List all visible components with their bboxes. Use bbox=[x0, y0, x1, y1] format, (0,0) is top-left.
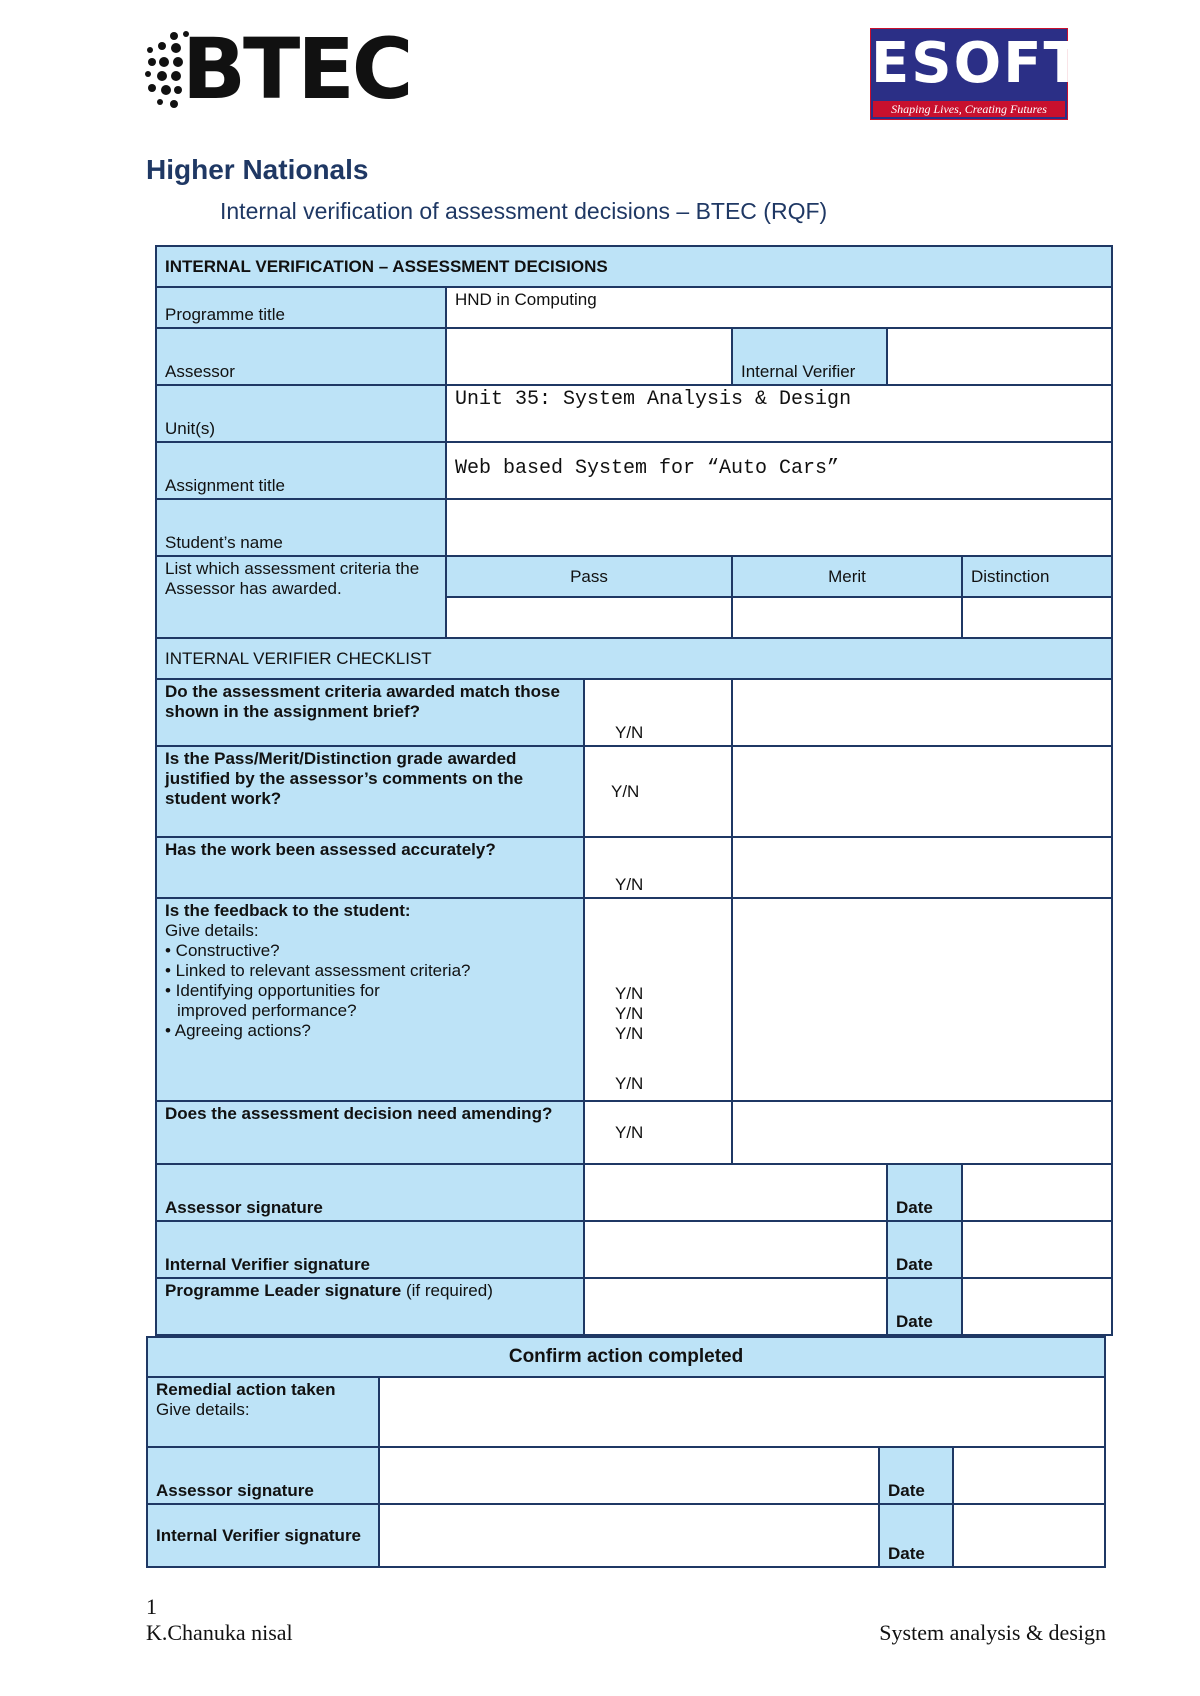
pl-label-signature: signature bbox=[324, 1281, 402, 1300]
footer-doc-title: System analysis & design bbox=[879, 1620, 1106, 1645]
feedback-item-linked: • Linked to relevant assessment criteria? bbox=[165, 961, 471, 980]
yn-field-accuracy[interactable]: Y/N bbox=[584, 837, 732, 898]
remedial-action-title: Remedial action taken bbox=[156, 1380, 336, 1399]
yn-linked[interactable]: Y/N bbox=[615, 1004, 644, 1023]
checklist-question-feedback bbox=[156, 898, 584, 1101]
checklist-question-criteria: Do the assessment criteria awarded match those shown in the assignment brief? bbox=[156, 679, 584, 746]
yn-opportunities[interactable]: Y/N bbox=[615, 1024, 644, 1043]
feedback-item-constructive: • Constructive? bbox=[165, 941, 280, 960]
iv-signature-field[interactable] bbox=[584, 1221, 887, 1278]
comment-field-feedback[interactable] bbox=[732, 898, 1112, 1101]
comment-field-criteria[interactable] bbox=[732, 679, 1112, 746]
remedial-give-details: Give details: bbox=[156, 1400, 250, 1419]
feedback-item-agreeing: • Agreeing actions? bbox=[165, 1021, 311, 1040]
confirm-iv-signature-field[interactable] bbox=[379, 1504, 879, 1567]
merit-header: Merit bbox=[732, 556, 962, 597]
feedback-item-opportunities: • Identifying opportunities for bbox=[165, 981, 380, 1000]
assessor-signature-label: Assessor signature bbox=[156, 1164, 584, 1221]
feedback-question-title: Is the feedback to the student: bbox=[165, 901, 411, 920]
yn-field-criteria[interactable]: Y/N bbox=[584, 679, 732, 746]
yn-field-feedback[interactable] bbox=[584, 898, 732, 1101]
feedback-item-improved: improved performance? bbox=[177, 1001, 357, 1020]
pl-signature-label bbox=[156, 1278, 584, 1335]
checklist-header: INTERNAL VERIFIER CHECKLIST bbox=[156, 638, 1112, 679]
esoft-tagline: Shaping Lives, Creating Futures bbox=[873, 101, 1065, 117]
iv-date-label: Date bbox=[887, 1221, 962, 1278]
yn-agreeing[interactable]: Y/N bbox=[615, 1074, 644, 1093]
iv-date-field[interactable] bbox=[962, 1221, 1112, 1278]
pl-label-note: (if required) bbox=[405, 1281, 493, 1300]
confirm-action-header: Confirm action completed bbox=[147, 1337, 1105, 1377]
confirm-assessor-date-label: Date bbox=[879, 1447, 953, 1504]
iv-table-header: INTERNAL VERIFICATION – ASSESSMENT DECISIONS bbox=[156, 246, 1112, 287]
pass-header: Pass bbox=[446, 556, 732, 597]
pass-criteria-field[interactable] bbox=[446, 597, 732, 638]
remedial-action-label bbox=[147, 1377, 379, 1447]
confirm-assessor-signature-label: Assessor signature bbox=[147, 1447, 379, 1504]
page-title: Higher Nationals bbox=[146, 154, 369, 185]
footer-author: K.Chanuka nisal bbox=[146, 1620, 293, 1645]
criteria-label: List which assessment criteria the Assessor has awarded. bbox=[156, 556, 446, 638]
yn-field-amending[interactable]: Y/N bbox=[584, 1101, 732, 1164]
assessor-signature-field[interactable] bbox=[584, 1164, 887, 1221]
pl-date-label: Date bbox=[887, 1278, 962, 1335]
comment-field-accuracy[interactable] bbox=[732, 837, 1112, 898]
assignment-title-field[interactable]: Web based System for “Auto Cars” bbox=[446, 442, 1112, 499]
yn-field-grade[interactable]: Y/N bbox=[584, 746, 732, 837]
distinction-criteria-field[interactable] bbox=[962, 597, 1112, 638]
unit-field[interactable]: Unit 35: System Analysis & Design bbox=[446, 385, 1112, 442]
assignment-title-label: Assignment title bbox=[156, 442, 446, 499]
student-name-field[interactable] bbox=[446, 499, 1112, 556]
confirm-action-table bbox=[146, 1336, 1106, 1568]
checklist-question-amending: Does the assessment decision need amending? bbox=[156, 1101, 584, 1164]
page-subtitle: Internal verification of assessment decisions – BTEC (RQF) bbox=[220, 198, 828, 224]
internal-verifier-label: Internal Verifier bbox=[732, 328, 887, 385]
assessor-label: Assessor bbox=[156, 328, 446, 385]
feedback-give-details: Give details: bbox=[165, 921, 259, 940]
esoft-wordmark: ESOFT bbox=[871, 31, 1084, 96]
confirm-iv-date-label: Date bbox=[879, 1504, 953, 1567]
assessor-date-field[interactable] bbox=[962, 1164, 1112, 1221]
confirm-iv-date-field[interactable] bbox=[953, 1504, 1105, 1567]
pl-label-role: Programme Leader bbox=[165, 1281, 320, 1300]
checklist-question-accuracy: Has the work been assessed accurately? bbox=[156, 837, 584, 898]
checklist-question-grade: Is the Pass/Merit/Distinction grade awarded justified by the assessor’s comments on the student work? bbox=[156, 746, 584, 837]
confirm-iv-signature-label: Internal Verifier signature bbox=[147, 1504, 379, 1567]
internal-verification-table bbox=[155, 245, 1113, 1336]
comment-field-grade[interactable] bbox=[732, 746, 1112, 837]
yn-constructive[interactable]: Y/N bbox=[615, 984, 644, 1003]
btec-logo bbox=[144, 20, 411, 118]
remedial-action-field[interactable] bbox=[379, 1377, 1105, 1447]
comment-field-amending[interactable] bbox=[732, 1101, 1112, 1164]
student-name-label: Student’s name bbox=[156, 499, 446, 556]
esoft-logo bbox=[870, 28, 1084, 120]
unit-label: Unit(s) bbox=[156, 385, 446, 442]
pl-date-field[interactable] bbox=[962, 1278, 1112, 1335]
btec-wordmark: BTEC bbox=[182, 20, 411, 118]
iv-signature-label: Internal Verifier signature bbox=[156, 1221, 584, 1278]
internal-verifier-field[interactable] bbox=[887, 328, 1112, 385]
confirm-assessor-date-field[interactable] bbox=[953, 1447, 1105, 1504]
pl-signature-field[interactable] bbox=[584, 1278, 887, 1335]
page-number: 1 bbox=[146, 1594, 157, 1619]
distinction-header: Distinction bbox=[962, 556, 1112, 597]
programme-title-field[interactable]: HND in Computing bbox=[446, 287, 1112, 328]
assessor-date-label: Date bbox=[887, 1164, 962, 1221]
merit-criteria-field[interactable] bbox=[732, 597, 962, 638]
assessor-field[interactable] bbox=[446, 328, 732, 385]
programme-title-label: Programme title bbox=[156, 287, 446, 328]
confirm-assessor-signature-field[interactable] bbox=[379, 1447, 879, 1504]
